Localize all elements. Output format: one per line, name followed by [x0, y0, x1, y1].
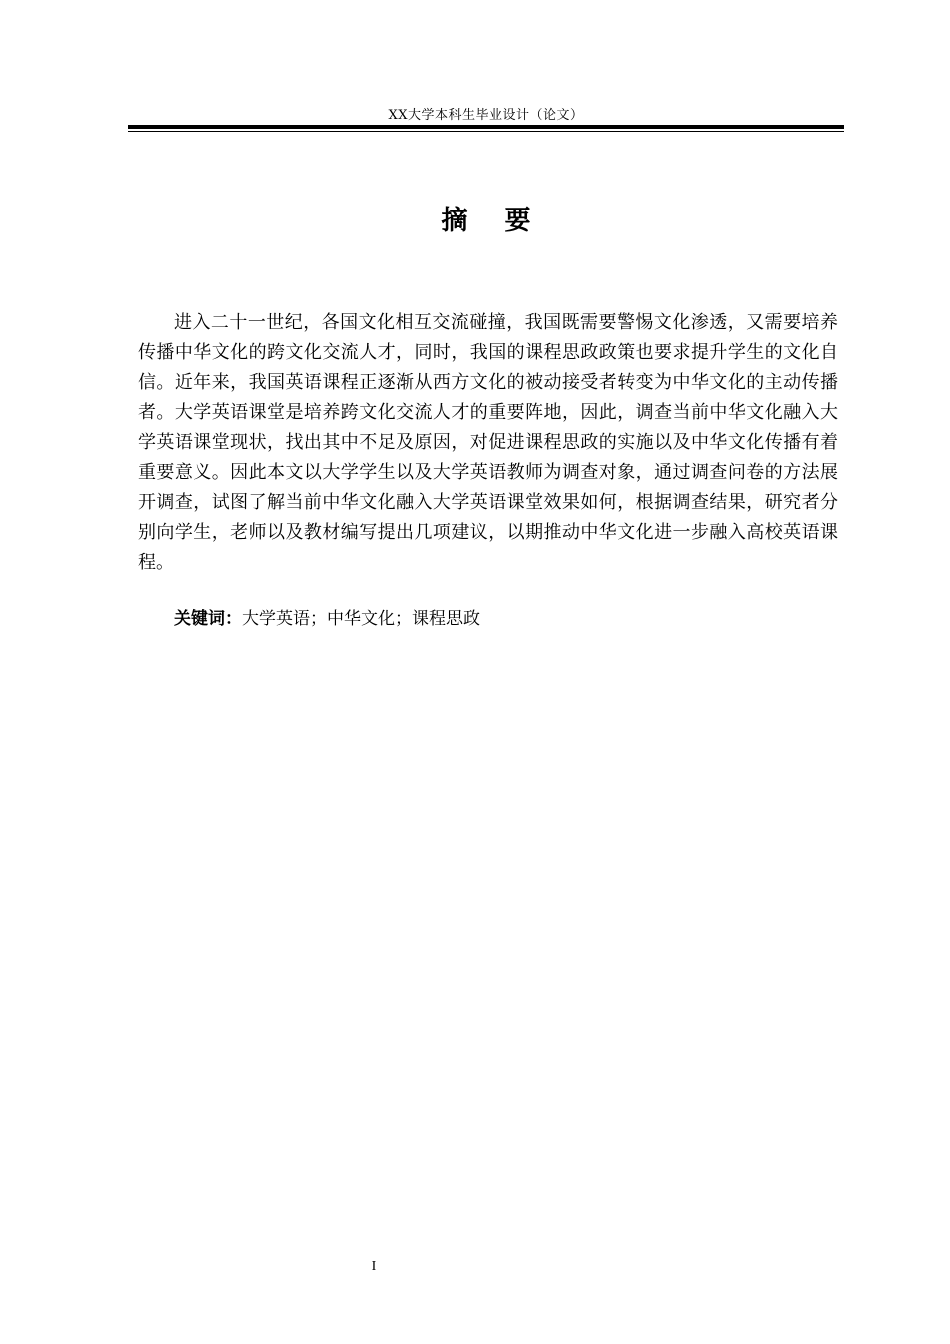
header-rule-thick [128, 125, 844, 129]
running-header: XX大学本科生毕业设计（论文） [388, 108, 584, 123]
keywords-label: 关键词： [174, 609, 242, 629]
keywords-line [174, 606, 480, 632]
keywords-value: 大学英语；中华文化；课程思政 [242, 609, 480, 629]
header-rule-thin [128, 131, 844, 132]
abstract-body: 进入二十一世纪，各国文化相互交流碰撞，我国既需要警惕文化渗透，又需要培养传播中华文化的跨文化交流人才，同时，我国的课程思政政策也要求提升学生的文化自信。近年来，我国英语课程正逐渐从西方文化的被动接受者转变为中华文化的主动传播者。大学英语课堂是培养跨文化交流人才的重要阵地，因此，调查当前中华文化融入大学英语课堂现状，找出其中不足及原因，对促进课程思政的实施以及中华文化传播有着重要意义。因此本文以大学学生以及大学英语教师为调查对象，通过调查问卷的方法展开调查，试图了解当前中华文化融入大学英语课堂效果如何，根据调查结果，研究者分别向学生，老师以及教材编写提出几项建议，以期推动中华文化进一步融入高校英语课程。 [138, 312, 838, 573]
abstract-title: 摘 要 [441, 206, 545, 236]
page-number: I [371, 1259, 377, 1274]
